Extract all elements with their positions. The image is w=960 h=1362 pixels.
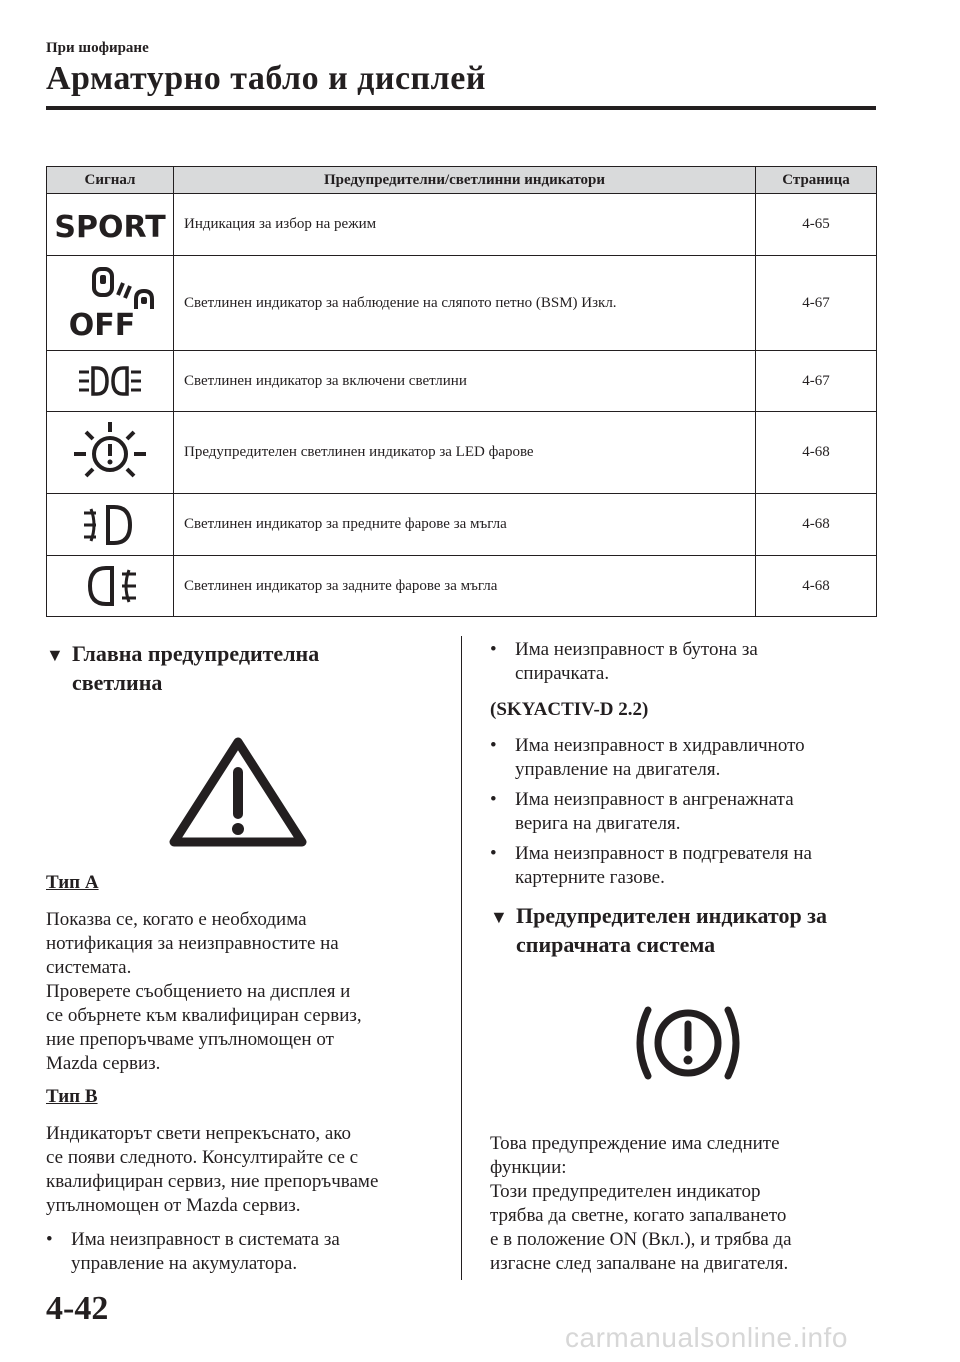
text-line: се обърнете към квалифициран сервиз, bbox=[46, 1005, 362, 1026]
text-line: Индикаторът свети непрекъснато, ако bbox=[46, 1123, 352, 1144]
table-row bbox=[47, 556, 877, 617]
text-line: е в положение ON (Вкл.), и трябва да bbox=[490, 1229, 792, 1250]
engine-label: (SKYACTIV-D 2.2) bbox=[490, 699, 649, 720]
text-line: квалифициран сервиз, ние препоръчваме bbox=[46, 1171, 379, 1192]
text-line: Има неизправност в ангренажната bbox=[515, 789, 794, 810]
list-item bbox=[46, 1228, 340, 1276]
text-line: Показва се, когато е необходима bbox=[46, 909, 307, 930]
text-line: упълномощен от Mazda сервиз. bbox=[46, 1195, 301, 1216]
text-line: Има неизправност в системата за bbox=[71, 1229, 340, 1250]
type-b-heading: Тип B bbox=[46, 1086, 98, 1107]
text-line: трябва да светне, когато запалването bbox=[490, 1205, 787, 1226]
heading-line: Главна предупредителна bbox=[72, 641, 320, 666]
row-page: 4-68 bbox=[756, 494, 877, 556]
heading-line: светлина bbox=[72, 670, 163, 695]
text-line: Проверете съобщението на дисплея и bbox=[46, 981, 351, 1002]
table-row bbox=[47, 494, 877, 556]
indicator-table bbox=[46, 166, 877, 617]
row-page: 4-67 bbox=[756, 351, 877, 412]
text-line: изгасне след запалване на двигателя. bbox=[490, 1253, 789, 1274]
text-line: верига на двигателя. bbox=[515, 813, 681, 834]
text-line: Има неизправност в бутона за bbox=[515, 639, 758, 660]
heading-line: спирачната система bbox=[516, 932, 716, 957]
column-header-page: Страница bbox=[756, 167, 877, 194]
rear-fog-light-icon bbox=[47, 556, 174, 617]
text-line: управление на акумулатора. bbox=[71, 1253, 298, 1274]
text-line: управление на двигателя. bbox=[515, 759, 721, 780]
text-line: се появи следното. Консултирайте се с bbox=[46, 1147, 359, 1168]
title-divider bbox=[46, 106, 876, 110]
text-line: спирачката. bbox=[515, 663, 610, 684]
master-warning-heading bbox=[46, 640, 319, 697]
bullet-icon: • bbox=[46, 1229, 53, 1250]
row-description: Светлинен индикатор за предните фарове за мъгла bbox=[174, 494, 756, 556]
list-item bbox=[490, 638, 758, 686]
type-b-text bbox=[46, 1122, 378, 1218]
list-item bbox=[490, 842, 812, 890]
table-row bbox=[47, 256, 877, 351]
page-title: Арматурно табло и дисплей bbox=[46, 60, 486, 97]
triangle-bullet-icon: ▼ bbox=[46, 645, 64, 665]
type-a-text bbox=[46, 908, 362, 1076]
text-line: нотификация за неизправностите на bbox=[46, 933, 339, 954]
warning-triangle-icon bbox=[168, 736, 308, 853]
column-header-indicator: Предупредителни/светлинни индикатори bbox=[174, 167, 756, 194]
text-line: Mazda сервиз. bbox=[46, 1053, 161, 1074]
watermark: carmanualsonline.info bbox=[565, 1322, 848, 1353]
svg-text:OFF: OFF bbox=[68, 308, 136, 343]
list-item bbox=[490, 788, 794, 836]
text-line: Това предупреждение има следните bbox=[490, 1133, 780, 1154]
table-row bbox=[47, 194, 877, 256]
svg-text:SPORT: SPORT bbox=[54, 209, 166, 245]
brake-warning-heading bbox=[490, 902, 827, 959]
text-line: функции: bbox=[490, 1157, 567, 1178]
text-line: Има неизправност в подгревателя на bbox=[515, 843, 812, 864]
brake-system-warning-icon bbox=[626, 1000, 750, 1091]
column-header-signal: Сигнал bbox=[47, 167, 174, 194]
row-page: 4-67 bbox=[756, 256, 877, 351]
row-page: 4-68 bbox=[756, 556, 877, 617]
bullet-icon: • bbox=[490, 843, 497, 864]
brake-warning-text bbox=[490, 1132, 792, 1276]
led-headlight-warning-icon bbox=[47, 412, 174, 494]
lights-on-icon bbox=[47, 351, 174, 412]
page-number: 4-42 bbox=[46, 1290, 109, 1327]
triangle-bullet-icon: ▼ bbox=[490, 907, 508, 927]
row-page: 4-65 bbox=[756, 194, 877, 256]
row-page: 4-68 bbox=[756, 412, 877, 494]
row-description: Светлинен индикатор за включени светлини bbox=[174, 351, 756, 412]
column-divider bbox=[461, 636, 462, 1280]
type-a-heading: Тип A bbox=[46, 872, 99, 893]
row-description: Индикация за избор на режим bbox=[174, 194, 756, 256]
text-line: картерните газове. bbox=[515, 867, 665, 888]
bullet-icon: • bbox=[490, 789, 497, 810]
sport-mode-icon bbox=[47, 194, 174, 256]
bullet-icon: • bbox=[490, 639, 497, 660]
list-item bbox=[490, 734, 805, 782]
text-line: Има неизправност в хидравличното bbox=[515, 735, 805, 756]
text-line: системата. bbox=[46, 957, 132, 978]
row-description: Предупредителен светлинен индикатор за LED фарове bbox=[174, 412, 756, 494]
section-label: При шофиране bbox=[46, 40, 149, 56]
heading-line: Предупредителен индикатор за bbox=[516, 903, 828, 928]
bullet-icon: • bbox=[490, 735, 497, 756]
text-line: ние препоръчваме упълномощен от bbox=[46, 1029, 334, 1050]
row-description: Светлинен индикатор за задните фарове за мъгла bbox=[174, 556, 756, 617]
table-row bbox=[47, 351, 877, 412]
front-fog-light-icon bbox=[47, 494, 174, 556]
table-row bbox=[47, 412, 877, 494]
table-header-row bbox=[47, 167, 877, 194]
row-description: Светлинен индикатор за наблюдение на сляпото петно (BSM) Изкл. bbox=[174, 256, 756, 351]
text-line: Този предупредителен индикатор bbox=[490, 1181, 761, 1202]
bsm-off-icon bbox=[47, 256, 174, 351]
